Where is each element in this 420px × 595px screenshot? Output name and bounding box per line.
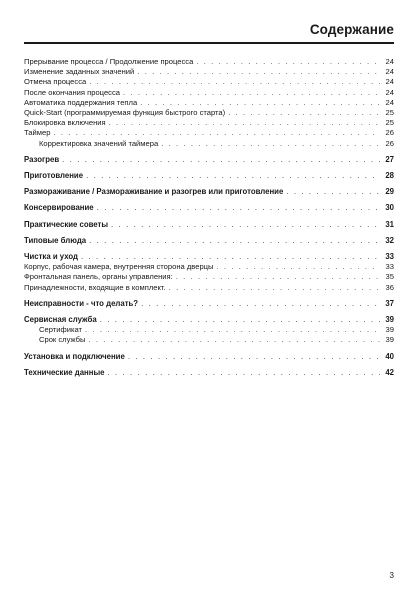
toc-entry-label: Чистка и уход <box>24 252 78 262</box>
dot-leader <box>62 155 380 165</box>
page-title: Содержание <box>309 22 394 37</box>
toc-entry-page: 31 <box>385 219 394 229</box>
toc-entry[interactable] <box>24 299 394 309</box>
dot-leader <box>123 88 380 98</box>
toc-entry-label: После окончания процесса <box>24 87 120 97</box>
toc-entry-page: 35 <box>385 272 394 282</box>
toc-entry-label: Разогрев <box>24 154 60 164</box>
toc-entry[interactable] <box>24 155 394 165</box>
toc-entry-page: 26 <box>385 138 394 148</box>
dot-leader <box>109 118 380 128</box>
toc-entry-label: Фронтальная панель, органы управления: <box>24 272 173 282</box>
dot-leader <box>141 299 380 309</box>
toc-entry[interactable] <box>24 236 394 246</box>
dot-leader <box>100 315 380 325</box>
dot-leader <box>89 236 380 246</box>
toc-entry-page: 33 <box>385 252 394 262</box>
dot-leader <box>88 335 380 345</box>
toc-entry[interactable] <box>24 368 394 378</box>
toc-entry[interactable] <box>24 352 394 362</box>
toc-entry[interactable] <box>24 171 394 181</box>
toc-entry[interactable] <box>24 77 394 87</box>
toc-entry[interactable] <box>24 203 394 213</box>
toc-entry-page: 33 <box>385 262 394 272</box>
header-divider <box>24 42 394 44</box>
toc-entry[interactable] <box>24 118 394 128</box>
toc-entry[interactable] <box>24 139 394 149</box>
dot-leader <box>85 325 380 335</box>
dot-leader <box>81 252 380 262</box>
toc-entry[interactable] <box>24 262 394 272</box>
toc-entry-label: Типовые блюда <box>24 235 87 245</box>
toc-entry-page: 30 <box>385 203 394 213</box>
toc-entry-page: 24 <box>385 87 394 97</box>
dot-leader <box>169 283 380 293</box>
dot-leader <box>137 67 380 77</box>
dot-leader <box>128 352 380 362</box>
toc-entry[interactable] <box>24 187 394 197</box>
dot-leader <box>111 220 380 230</box>
dot-leader <box>53 128 380 138</box>
toc-entry-label: Установка и подключение <box>24 351 125 361</box>
dot-leader <box>228 108 380 118</box>
toc-entry-label: Размораживание / Размораживание и разогрев или приготовление <box>24 187 284 197</box>
toc-entry-label: Блокировка включения <box>24 118 106 128</box>
toc-entry-label: Приготовление <box>24 171 84 181</box>
toc-entry-label: Изменение заданных значений <box>24 67 135 77</box>
toc-entry-page: 25 <box>385 108 394 118</box>
toc-entry-label: Таймер <box>24 128 51 138</box>
table-of-contents <box>24 57 394 378</box>
toc-entry-label: Сервисная служба <box>24 315 97 325</box>
toc-entry-page: 24 <box>385 67 394 77</box>
dot-leader <box>89 77 380 87</box>
toc-entry-label: Прерывание процесса / Продолжение процесса <box>24 57 194 66</box>
toc-entry-page: 29 <box>385 187 394 197</box>
toc-entry-label: Корректировка значений таймера <box>39 138 159 148</box>
toc-entry-label: Технические данные <box>24 367 105 377</box>
dot-leader <box>216 262 380 272</box>
toc-entry[interactable] <box>24 315 394 325</box>
toc-entry[interactable] <box>24 325 394 335</box>
page-number: 3 <box>389 571 394 580</box>
dot-leader <box>107 368 380 378</box>
toc-entry-label: Срок службы <box>39 335 86 345</box>
toc-entry[interactable] <box>24 220 394 230</box>
toc-entry-page: 37 <box>385 298 394 308</box>
toc-entry-page: 27 <box>385 154 394 164</box>
toc-entry-label: Quick-Start (программируемая функция быстрого старта) <box>24 108 226 118</box>
dot-leader <box>196 57 380 67</box>
page-header <box>24 22 394 44</box>
toc-entry-page: 26 <box>385 128 394 138</box>
dot-leader <box>140 98 380 108</box>
toc-entry-page: 39 <box>385 335 394 345</box>
toc-entry-label: Корпус, рабочая камера, внутренняя сторона дверцы <box>24 262 214 272</box>
toc-entry-page: 40 <box>385 351 394 361</box>
toc-entry-page: 24 <box>385 77 394 87</box>
toc-entry-page: 24 <box>385 97 394 107</box>
dot-leader <box>286 187 380 197</box>
toc-entry-page: 36 <box>385 282 394 292</box>
toc-entry[interactable] <box>24 128 394 138</box>
toc-entry-label: Принадлежности, входящие в комплект. <box>24 282 166 292</box>
toc-entry[interactable] <box>24 335 394 345</box>
dot-leader <box>86 171 380 181</box>
toc-entry[interactable] <box>24 252 394 262</box>
toc-entry-page: 32 <box>385 235 394 245</box>
toc-entry[interactable] <box>24 272 394 282</box>
toc-entry-label: Консервирование <box>24 203 94 213</box>
toc-entry-label: Неисправности - что делать? <box>24 298 139 308</box>
toc-entry-page: 39 <box>385 325 394 335</box>
toc-entry-page: 25 <box>385 118 394 128</box>
dot-leader <box>97 203 380 213</box>
toc-entry[interactable] <box>24 67 394 77</box>
toc-entry-page: 39 <box>385 315 394 325</box>
toc-entry-label: Сертификат <box>39 325 82 335</box>
toc-entry-page: 24 <box>385 57 394 66</box>
toc-entry-label: Автоматика поддержания тепла <box>24 97 138 107</box>
toc-entry[interactable] <box>24 57 394 67</box>
toc-entry[interactable] <box>24 108 394 118</box>
dot-leader <box>176 272 380 282</box>
toc-entry-page: 28 <box>385 171 394 181</box>
toc-entry[interactable] <box>24 283 394 293</box>
toc-entry-page: 42 <box>385 367 394 377</box>
toc-entry-label: Практические советы <box>24 219 109 229</box>
toc-entry[interactable] <box>24 88 394 98</box>
dot-leader <box>161 139 380 149</box>
toc-entry[interactable] <box>24 98 394 108</box>
toc-entry-label: Отмена процесса <box>24 77 87 87</box>
